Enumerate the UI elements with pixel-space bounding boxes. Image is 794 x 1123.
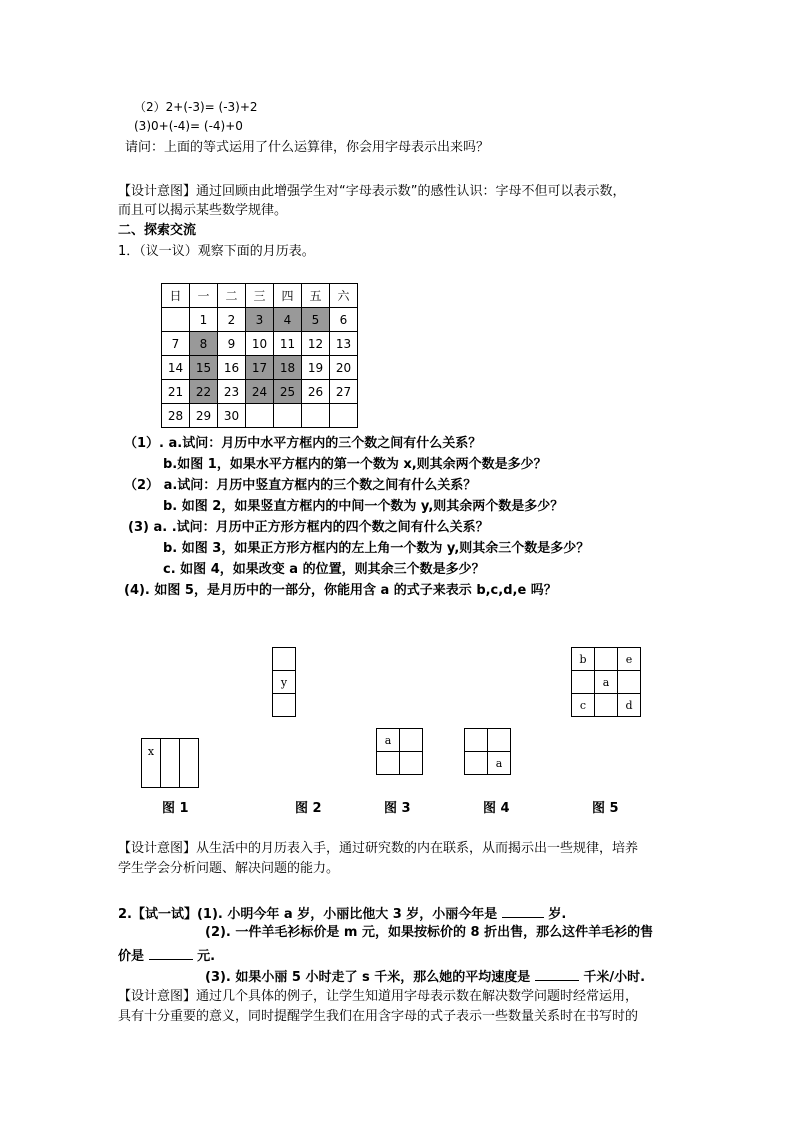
calendar-cell: 14 [162, 356, 190, 380]
figure-5-cell-d: d [618, 694, 641, 717]
calendar-row [162, 404, 358, 428]
figure-2-cell [273, 648, 296, 671]
section-title: 二、探索交流 [118, 223, 197, 238]
calendar-header-row [162, 284, 358, 308]
calendar-cell-highlighted: 18 [274, 356, 302, 380]
calendar-row [162, 308, 358, 332]
calendar-cell [302, 404, 330, 428]
question-1b: b.如图 1，如果水平方框内的第一个数为 x,则其余两个数是多少？ [163, 457, 547, 472]
figure-5-cell-c: c [572, 694, 595, 717]
calendar-cell: 30 [218, 404, 246, 428]
calendar-header-cell: 二 [218, 284, 246, 308]
figure-2-cell-y: y [273, 671, 296, 694]
calendar-row [162, 380, 358, 404]
figure-5-cell-e: e [618, 648, 641, 671]
calendar-cell: 11 [274, 332, 302, 356]
figure-4-grid [464, 728, 511, 775]
figure-3-caption: 图 3 [384, 801, 411, 816]
try-line-4-unit: 千米/小时. [583, 970, 646, 985]
calendar-header-cell: 日 [162, 284, 190, 308]
figure-2-cell [273, 694, 296, 717]
calendar-cell [274, 404, 302, 428]
try-line-3-text: 价是 [118, 949, 145, 964]
calendar-cell-highlighted: 3 [246, 308, 274, 332]
question-3a: (3) a. .试问：月历中正方形方框内的四个数之间有什么关系？ [128, 520, 489, 535]
figure-3-cell [400, 729, 423, 752]
design-intent-1-line2: 而且可以揭示某些数学规律。 [118, 203, 288, 218]
figure-4-cell [488, 729, 511, 752]
calendar-cell-highlighted: 25 [274, 380, 302, 404]
equation-2: （2）2+(-3)= (-3)+2 [134, 100, 258, 114]
figure-1-cell [161, 739, 180, 788]
calendar-cell [246, 404, 274, 428]
figure-1-cell [180, 739, 199, 788]
calendar-cell: 1 [190, 308, 218, 332]
answer-blank-3[interactable] [535, 966, 579, 981]
figure-3-cell-a: a [377, 729, 400, 752]
calendar-cell: 7 [162, 332, 190, 356]
calendar-cell: 6 [330, 308, 358, 332]
calendar-cell: 10 [246, 332, 274, 356]
figure-1-grid [141, 738, 199, 788]
calendar-cell: 20 [330, 356, 358, 380]
answer-blank-2[interactable] [149, 945, 193, 960]
calendar-cell-highlighted: 15 [190, 356, 218, 380]
intro-question: 请问：上面的等式运用了什么运算律，你会用字母表示出来吗？ [125, 140, 490, 155]
try-line-2: (2). 一件羊毛衫标价是 m 元，如果按标价的 8 折出售，那么这件羊毛衫的售 [205, 925, 654, 940]
design-intent-3-line2: 具有十分重要的意义，同时提醒学生我们在用含字母的式子表示一些数量关系时在书写时的 [118, 1009, 639, 1024]
try-line-1-text: 2.【试一试】(1). 小明今年 a 岁，小丽比他大 3 岁，小丽今年是 [118, 907, 498, 922]
calendar-cell-highlighted: 24 [246, 380, 274, 404]
question-4: (4). 如图 5，是月历中的一部分，你能用含 a 的式子来表示 b,c,d,e 吗？ [124, 583, 557, 598]
try-line-3 [118, 945, 215, 966]
calendar-table [161, 283, 358, 428]
item-1-title: 1．（议一议）观察下面的月历表。 [118, 244, 315, 259]
try-line-4 [205, 966, 645, 987]
try-line-4-text: (3). 如果小丽 5 小时走了 s 千米，那么她的平均速度是 [205, 970, 531, 985]
calendar-cell: 26 [302, 380, 330, 404]
question-3c: c. 如图 4，如果改变 a 的位置，则其余三个数是多少？ [163, 562, 485, 577]
question-2a: （2） a.试问：月历中竖直方框内的三个数之间有什么关系？ [124, 478, 477, 493]
calendar-cell: 16 [218, 356, 246, 380]
figure-3-grid [376, 728, 423, 775]
try-line-1-unit: 岁. [548, 907, 567, 922]
try-line-1 [118, 903, 566, 924]
calendar-cell: 12 [302, 332, 330, 356]
design-intent-2-line2: 学生学会分析问题、解决问题的能力。 [118, 861, 340, 876]
figure-1-caption: 图 1 [162, 801, 189, 816]
calendar-cell: 9 [218, 332, 246, 356]
calendar-cell: 29 [190, 404, 218, 428]
calendar-row [162, 356, 358, 380]
calendar-header-cell: 四 [274, 284, 302, 308]
calendar-cell: 23 [218, 380, 246, 404]
calendar-cell-highlighted: 5 [302, 308, 330, 332]
figure-4-caption: 图 4 [483, 801, 510, 816]
calendar-cell [330, 404, 358, 428]
figure-4-cell-a: a [488, 752, 511, 775]
question-2b: b. 如图 2，如果竖直方框内的中间一个数为 y,则其余两个数是多少？ [163, 499, 564, 514]
calendar-cell-highlighted: 22 [190, 380, 218, 404]
figure-1-cell-x: x [142, 739, 161, 788]
figure-5-cell [618, 671, 641, 694]
calendar-cell [162, 308, 190, 332]
calendar-cell: 13 [330, 332, 358, 356]
figure-2-grid [272, 647, 296, 717]
figure-5-cell [572, 671, 595, 694]
calendar-header-cell: 三 [246, 284, 274, 308]
calendar-cell-highlighted: 8 [190, 332, 218, 356]
calendar-cell: 27 [330, 380, 358, 404]
figure-4-cell [465, 752, 488, 775]
figure-5-cell-b: b [572, 648, 595, 671]
calendar-header-cell: 五 [302, 284, 330, 308]
design-intent-3-line1: 【设计意图】通过几个具体的例子，让学生知道用字母表示数在解决数学问题时经常运用， [118, 989, 639, 1004]
figure-5-cell-a: a [595, 671, 618, 694]
figure-5-cell [595, 648, 618, 671]
calendar-cell: 2 [218, 308, 246, 332]
calendar-header-cell: 六 [330, 284, 358, 308]
question-1a: （1）. a.试问：月历中水平方框内的三个数之间有什么关系？ [124, 436, 482, 451]
figure-3-cell [400, 752, 423, 775]
calendar-cell-highlighted: 4 [274, 308, 302, 332]
calendar-row [162, 332, 358, 356]
calendar-cell-highlighted: 17 [246, 356, 274, 380]
calendar-cell: 28 [162, 404, 190, 428]
calendar-cell: 19 [302, 356, 330, 380]
design-intent-2-line1: 【设计意图】从生活中的月历表入手，通过研究数的内在联系，从而揭示出一些规律，培养 [118, 841, 639, 856]
figure-3-cell [377, 752, 400, 775]
figure-5-grid [571, 647, 641, 717]
question-3b: b. 如图 3，如果正方形方框内的左上角一个数为 y,则其余三个数是多少？ [163, 541, 590, 556]
figure-5-caption: 图 5 [592, 801, 619, 816]
calendar-header-cell: 一 [190, 284, 218, 308]
figure-4-cell [465, 729, 488, 752]
try-line-3-unit: 元. [197, 949, 216, 964]
equation-3: (3)0+(-4)= (-4)+0 [134, 119, 243, 133]
figure-5-cell [595, 694, 618, 717]
calendar-cell: 21 [162, 380, 190, 404]
figure-2-caption: 图 2 [295, 801, 322, 816]
answer-blank-1[interactable] [502, 903, 544, 918]
design-intent-1-line1: 【设计意图】通过回顾由此增强学生对“字母表示数”的感性认识：字母不但可以表示数， [118, 184, 626, 199]
